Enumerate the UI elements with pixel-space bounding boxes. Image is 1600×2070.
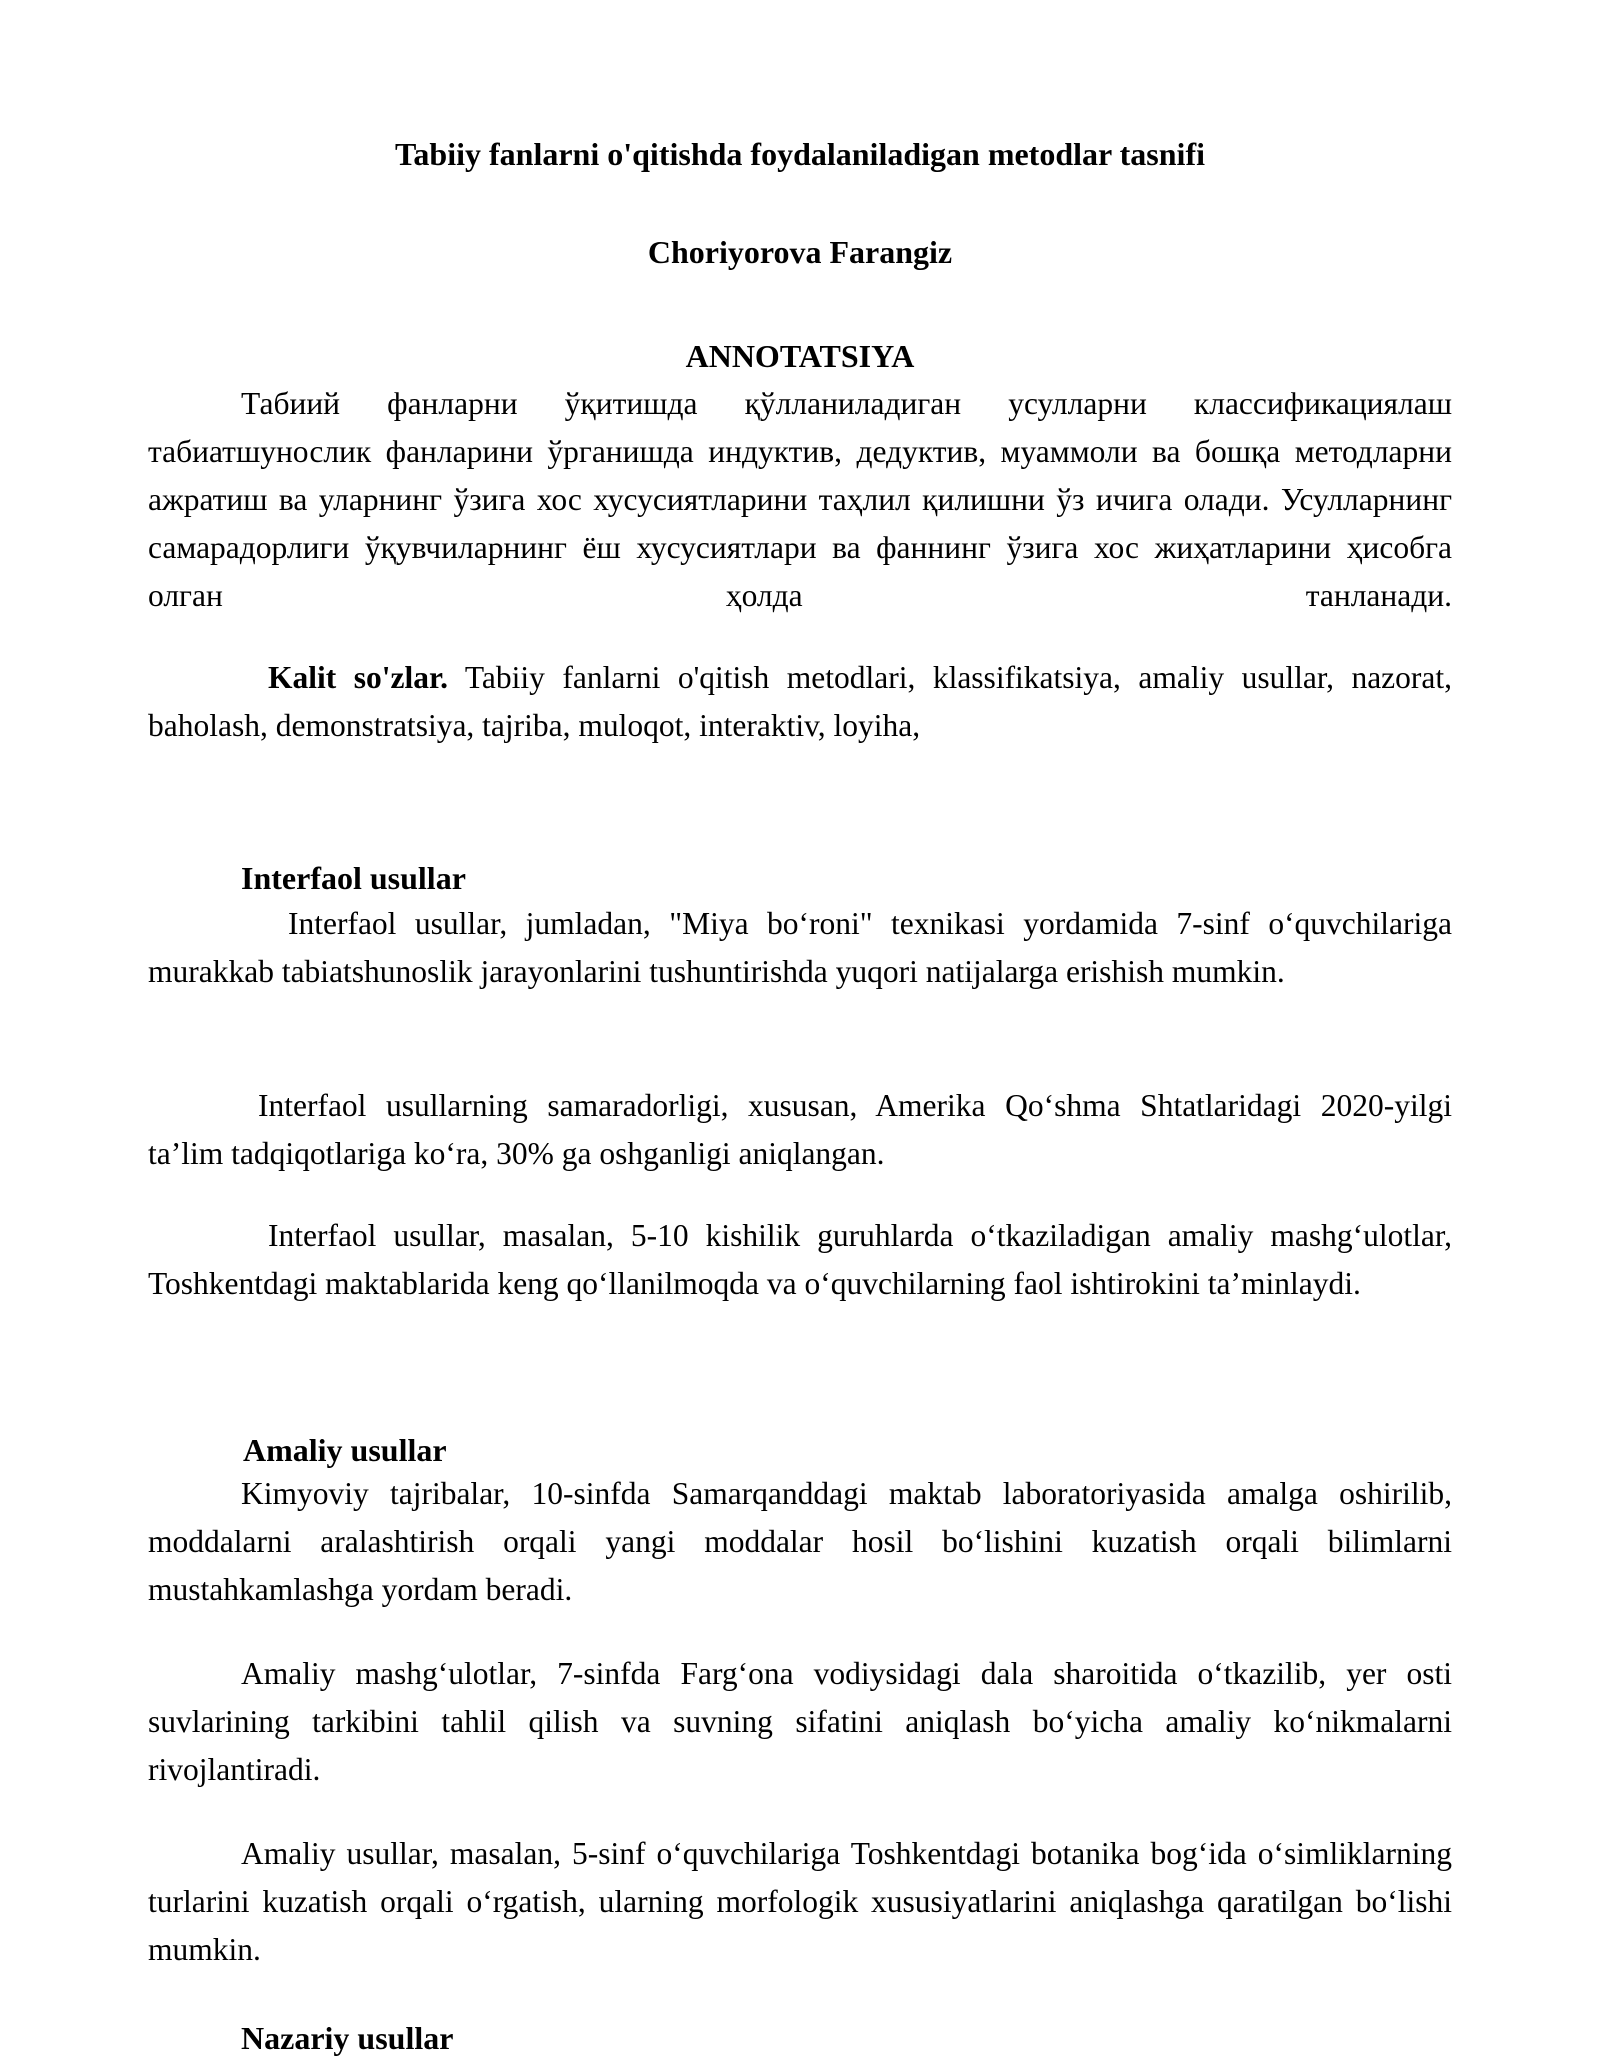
section-heading-nazariy: Nazariy usullar <box>241 2020 454 2056</box>
keywords-text: Tabiiy fanlarni o'qitish metodlari, klassifikatsiya, amaliy usullar, nazorat, baholash, demonstratsiya, tajriba, muloqot, interaktiv, loyiha, <box>148 660 1452 743</box>
keywords-label: Kalit so'zlar. <box>268 660 448 695</box>
section-heading-interfaol: Interfaol usullar <box>241 860 466 896</box>
author-name: Choriyorova Farangiz <box>647 234 953 270</box>
section-paragraph: Amaliy mashg‘ulotlar, 7-sinfda Farg‘ona vodiysidagi dala sharoitida o‘tkazilib, yer osti suvlarining tarkibini tahlil qilish va suvning sifatini aniqlash bo‘yicha amaliy ko‘nikmalarni rivojlantiradi. <box>148 1656 1452 1787</box>
section-paragraph: Kimyoviy tajribalar, 10-sinfda Samarqanddagi maktab laboratoriyasida amalga oshirilib, moddalarni aralashtirish orqali yangi moddalar hosil bo‘lishini kuzatish orqali bilimlarni mustahkamlashga yordam beradi. <box>148 1476 1452 1607</box>
section-paragraph: Interfaol usullarning samaradorligi, xususan, Amerika Qo‘shma Shtatlaridagi 2020-yilgi ta’lim tadqiqotlariga ko‘ra, 30% ga oshganligi aniqlangan. <box>148 1088 1452 1171</box>
keywords-paragraph <box>148 654 1452 750</box>
section-paragraph: Amaliy usullar, masalan, 5-sinf o‘quvchilariga Toshkentdagi botanika bog‘ida o‘simliklarning turlarini kuzatish orqali o‘rgatish, ularning morfologik xususiyatlarini aniqlashga qaratilgan bo‘lishi mumkin. <box>148 1836 1452 1967</box>
document-title: Tabiiy fanlarni o'qitishda foydalaniladigan metodlar tasnifi <box>395 136 1205 172</box>
section-paragraph: Interfaol usullar, jumladan, "Miya bo‘roni" texnikasi yordamida 7-sinf o‘quvchilariga murakkab tabiatshunoslik jarayonlarini tushuntirishda yuqori natijalarga erishish mumkin. <box>148 906 1452 989</box>
annotation-paragraph: Табиий фанларни ўқитишда қўлланиладиган усулларни классификациялаш табиатшунослик фанларини ўрганишда индуктив, дедуктив, муаммоли ва бошқа методларни ажратиш ва уларнинг ўзига хос хусусиятларини таҳлил қилишни ўз ичига олади. Усулларнинг самарадорлиги ўқувчиларнинг ёш хусусиятлари ва фаннинг ўзига хос жиҳатларини ҳисобга олган ҳолда танланади. <box>148 386 1452 613</box>
annotation-heading: ANNOTATSIYA <box>685 338 915 374</box>
section-paragraph: Interfaol usullar, masalan, 5-10 kishilik guruhlarda o‘tkaziladigan amaliy mashg‘ulotlar, Toshkentdagi maktablarida keng qo‘llanilmoqda va o‘quvchilarning faol ishtirokini ta’minlaydi. <box>148 1218 1452 1301</box>
section-heading-amaliy: Amaliy usullar <box>243 1432 447 1468</box>
